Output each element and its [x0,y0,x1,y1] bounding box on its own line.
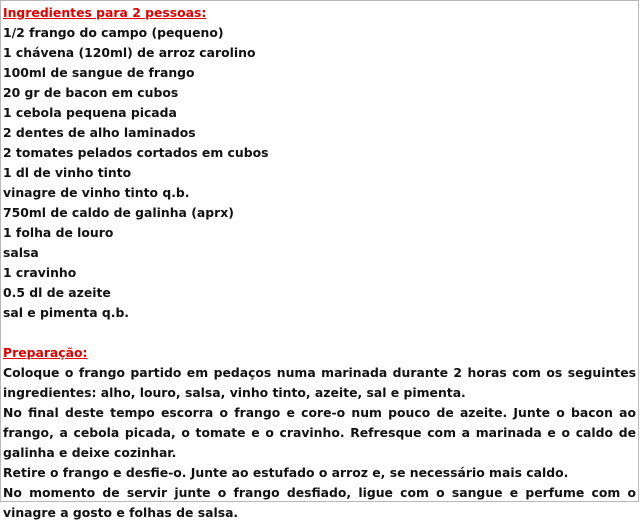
ingredient-item: vinagre de vinho tinto q.b. [3,185,190,200]
preparation-step: No final deste tempo escorra o frango e core-o num pouco de azeite. Junte o bacon ao frango, a cebola picada, o tomate e o cravinho. Refresque com a marinada e o caldo de galinha e deixe cozinhar. [3,405,636,460]
section-spacer [3,323,636,343]
preparation-steps [3,363,636,523]
ingredient-item: 20 gr de bacon em cubos [3,85,179,100]
ingredient-item: 1/2 frango do campo (pequeno) [3,25,224,40]
ingredient-item: 1 dl de vinho tinto [3,165,132,180]
ingredient-item: 100ml de sangue de frango [3,65,195,80]
ingredient-item: 2 tomates pelados cortados em cubos [3,145,269,160]
ingredients-heading: Ingredientes para 2 pessoas: [3,5,207,20]
ingredient-item: salsa [3,245,39,260]
ingredient-item: 750ml de caldo de galinha (aprx) [3,205,234,220]
ingredient-item: 1 cravinho [3,265,77,280]
preparation-heading: Preparação: [3,345,88,360]
ingredient-item: 1 chávena (120ml) de arroz carolino [3,45,256,60]
ingredient-item: 1 folha de louro [3,225,114,240]
preparation-step: No momento de servir junte o frango desfiado, ligue com o sangue e perfume com o vinagre a gosto e folhas de salsa. [3,485,636,520]
ingredient-item: 0.5 dl de azeite [3,285,111,300]
ingredient-item: sal e pimenta q.b. [3,305,130,320]
preparation-step: Retire o frango e desfie-o. Junte ao estufado o arroz e, se necessário mais caldo. [3,465,569,480]
ingredient-item: 2 dentes de alho laminados [3,125,196,140]
ingredients-list [3,23,636,323]
recipe-document [3,3,636,523]
preparation-step: Coloque o frango partido em pedaços numa marinada durante 2 horas com os seguintes ingredientes: alho, louro, salsa, vinho tinto, azeite, sal e pimenta. [3,365,636,400]
ingredient-item: 1 cebola pequena picada [3,105,177,120]
